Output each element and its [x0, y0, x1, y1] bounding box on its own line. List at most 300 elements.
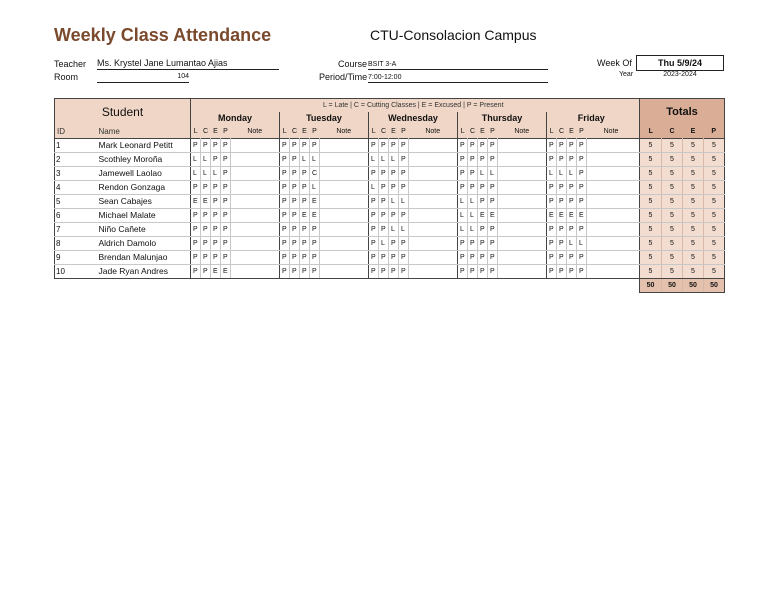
note-cell[interactable]: [320, 195, 369, 209]
total-cell: 5: [704, 265, 725, 279]
attendance-mark[interactable]: P: [201, 139, 211, 153]
note-cell[interactable]: [498, 181, 547, 195]
attendance-mark[interactable]: P: [211, 251, 221, 265]
course-field[interactable]: BSIT 3-A: [368, 58, 548, 70]
attendance-mark[interactable]: P: [280, 237, 290, 251]
attendance-mark[interactable]: P: [191, 209, 201, 223]
attendance-mark[interactable]: P: [567, 181, 577, 195]
attendance-mark[interactable]: P: [478, 265, 488, 279]
attendance-mark[interactable]: L: [577, 237, 587, 251]
attendance-mark[interactable]: P: [191, 181, 201, 195]
attendance-mark[interactable]: P: [567, 153, 577, 167]
total-cell: 5: [662, 139, 683, 153]
attendance-mark[interactable]: P: [369, 209, 379, 223]
note-cell[interactable]: [498, 167, 547, 181]
attendance-mark[interactable]: P: [547, 265, 557, 279]
grand-total-cell: 50: [683, 279, 704, 293]
grand-total-cell: 50: [704, 279, 725, 293]
attendance-mark[interactable]: L: [458, 209, 468, 223]
attendance-mark[interactable]: P: [211, 139, 221, 153]
attendance-mark[interactable]: P: [211, 237, 221, 251]
attendance-mark[interactable]: E: [191, 195, 201, 209]
note-cell[interactable]: [231, 139, 280, 153]
total-cell: 5: [662, 167, 683, 181]
note-cell[interactable]: [231, 209, 280, 223]
attendance-mark[interactable]: P: [547, 139, 557, 153]
attendance-mark[interactable]: P: [211, 181, 221, 195]
note-cell[interactable]: [231, 153, 280, 167]
attendance-mark[interactable]: P: [488, 265, 498, 279]
note-cell[interactable]: [320, 139, 369, 153]
note-cell[interactable]: [409, 223, 458, 237]
note-cell[interactable]: [320, 265, 369, 279]
attendance-mark[interactable]: P: [280, 265, 290, 279]
attendance-mark[interactable]: E: [547, 209, 557, 223]
attendance-mark[interactable]: P: [557, 181, 567, 195]
attendance-mark[interactable]: P: [300, 265, 310, 279]
note-cell[interactable]: [320, 223, 369, 237]
total-cell: 5: [704, 209, 725, 223]
attendance-mark[interactable]: P: [389, 139, 399, 153]
attendance-mark[interactable]: P: [557, 195, 567, 209]
note-cell[interactable]: [320, 209, 369, 223]
attendance-mark[interactable]: P: [399, 181, 409, 195]
attendance-mark[interactable]: L: [399, 223, 409, 237]
attendance-mark[interactable]: L: [478, 167, 488, 181]
attendance-mark[interactable]: P: [191, 265, 201, 279]
attendance-mark[interactable]: P: [389, 167, 399, 181]
total-cell: 5: [683, 265, 704, 279]
attendance-mark[interactable]: P: [468, 181, 478, 195]
attendance-mark[interactable]: P: [201, 265, 211, 279]
attendance-mark[interactable]: L: [310, 153, 320, 167]
total-cell: 5: [640, 223, 662, 237]
attendance-mark[interactable]: P: [310, 265, 320, 279]
attendance-mark[interactable]: P: [221, 237, 231, 251]
campus-name: CTU-Consolacion Campus: [370, 27, 537, 43]
attendance-mark[interactable]: P: [379, 181, 389, 195]
attendance-mark[interactable]: E: [577, 209, 587, 223]
note-cell[interactable]: [498, 251, 547, 265]
attendance-mark[interactable]: P: [379, 139, 389, 153]
attendance-mark[interactable]: P: [201, 209, 211, 223]
attendance-mark[interactable]: P: [399, 153, 409, 167]
attendance-mark[interactable]: P: [468, 265, 478, 279]
attendance-mark[interactable]: P: [557, 139, 567, 153]
attendance-mark[interactable]: L: [201, 167, 211, 181]
attendance-mark[interactable]: P: [577, 223, 587, 237]
note-cell[interactable]: [409, 209, 458, 223]
attendance-mark[interactable]: P: [577, 195, 587, 209]
note-cell[interactable]: [498, 223, 547, 237]
note-cell[interactable]: [409, 195, 458, 209]
attendance-mark[interactable]: P: [221, 195, 231, 209]
note-cell[interactable]: [498, 237, 547, 251]
note-cell[interactable]: [587, 195, 636, 209]
student-header: Student: [55, 99, 191, 126]
attendance-mark[interactable]: L: [468, 195, 478, 209]
attendance-mark[interactable]: L: [310, 181, 320, 195]
attendance-mark[interactable]: L: [458, 223, 468, 237]
note-cell[interactable]: [231, 265, 280, 279]
note-cell[interactable]: [409, 167, 458, 181]
attendance-table: [54, 98, 725, 293]
note-cell[interactable]: [409, 237, 458, 251]
note-cell[interactable]: [498, 153, 547, 167]
attendance-mark[interactable]: P: [478, 139, 488, 153]
attendance-mark[interactable]: P: [211, 195, 221, 209]
attendance-mark[interactable]: P: [488, 251, 498, 265]
note-cell[interactable]: [231, 167, 280, 181]
student-id: 4: [55, 181, 97, 195]
attendance-mark[interactable]: P: [379, 167, 389, 181]
attendance-mark[interactable]: P: [290, 237, 300, 251]
attendance-mark[interactable]: P: [488, 153, 498, 167]
attendance-mark[interactable]: P: [468, 251, 478, 265]
attendance-mark[interactable]: P: [369, 139, 379, 153]
attendance-mark[interactable]: P: [300, 251, 310, 265]
period-field[interactable]: 7:00-12:00: [368, 71, 548, 83]
attendance-mark[interactable]: P: [389, 251, 399, 265]
attendance-mark[interactable]: P: [488, 237, 498, 251]
attendance-mark[interactable]: P: [369, 251, 379, 265]
attendance-mark[interactable]: L: [389, 223, 399, 237]
year-field[interactable]: 2023-2024: [663, 71, 697, 78]
total-cell: 5: [704, 153, 725, 167]
attendance-mark[interactable]: P: [191, 223, 201, 237]
attendance-mark[interactable]: L: [547, 167, 557, 181]
table-row: [55, 209, 725, 223]
room-field[interactable]: 104: [97, 71, 189, 83]
note-cell[interactable]: [320, 167, 369, 181]
attendance-mark[interactable]: P: [557, 265, 567, 279]
attendance-mark[interactable]: P: [567, 265, 577, 279]
attendance-mark[interactable]: P: [577, 167, 587, 181]
attendance-mark[interactable]: L: [458, 195, 468, 209]
attendance-mark[interactable]: P: [557, 251, 567, 265]
attendance-mark[interactable]: L: [468, 209, 478, 223]
attendance-mark[interactable]: P: [280, 153, 290, 167]
code-header: P: [399, 125, 409, 139]
attendance-mark[interactable]: L: [488, 167, 498, 181]
attendance-mark[interactable]: P: [310, 237, 320, 251]
attendance-mark[interactable]: P: [290, 265, 300, 279]
code-header: L: [458, 125, 468, 139]
attendance-mark[interactable]: P: [458, 181, 468, 195]
attendance-mark[interactable]: P: [547, 195, 557, 209]
attendance-mark[interactable]: P: [567, 195, 577, 209]
attendance-mark[interactable]: P: [577, 139, 587, 153]
attendance-mark[interactable]: P: [547, 251, 557, 265]
attendance-mark[interactable]: P: [290, 167, 300, 181]
attendance-mark[interactable]: E: [557, 209, 567, 223]
attendance-mark[interactable]: P: [478, 195, 488, 209]
attendance-mark[interactable]: L: [379, 153, 389, 167]
attendance-mark[interactable]: P: [557, 223, 567, 237]
attendance-mark[interactable]: P: [191, 237, 201, 251]
attendance-mark[interactable]: P: [280, 223, 290, 237]
total-cell: 5: [640, 167, 662, 181]
attendance-mark[interactable]: P: [280, 181, 290, 195]
total-cell: 5: [640, 195, 662, 209]
attendance-mark[interactable]: P: [290, 209, 300, 223]
attendance-mark[interactable]: P: [488, 139, 498, 153]
attendance-mark[interactable]: L: [300, 153, 310, 167]
note-cell[interactable]: [231, 195, 280, 209]
attendance-mark[interactable]: P: [488, 181, 498, 195]
code-header: E: [300, 125, 310, 139]
attendance-mark[interactable]: E: [211, 265, 221, 279]
total-cell: 5: [640, 251, 662, 265]
attendance-mark[interactable]: P: [201, 251, 211, 265]
attendance-mark[interactable]: P: [221, 139, 231, 153]
attendance-mark[interactable]: P: [389, 209, 399, 223]
attendance-mark[interactable]: L: [369, 153, 379, 167]
attendance-mark[interactable]: P: [577, 153, 587, 167]
attendance-mark[interactable]: P: [399, 209, 409, 223]
attendance-mark[interactable]: P: [468, 139, 478, 153]
attendance-mark[interactable]: P: [310, 223, 320, 237]
attendance-mark[interactable]: P: [221, 167, 231, 181]
attendance-mark[interactable]: P: [221, 209, 231, 223]
total-cell: 5: [683, 181, 704, 195]
attendance-mark[interactable]: P: [369, 265, 379, 279]
attendance-mark[interactable]: L: [379, 237, 389, 251]
attendance-mark[interactable]: P: [369, 195, 379, 209]
attendance-mark[interactable]: P: [379, 209, 389, 223]
attendance-mark[interactable]: P: [191, 251, 201, 265]
note-cell[interactable]: [409, 181, 458, 195]
note-cell[interactable]: [409, 265, 458, 279]
total-cell: 5: [683, 153, 704, 167]
attendance-mark[interactable]: P: [557, 237, 567, 251]
attendance-mark[interactable]: P: [577, 251, 587, 265]
attendance-mark[interactable]: P: [290, 139, 300, 153]
note-cell[interactable]: [587, 139, 636, 153]
student-id: 7: [55, 223, 97, 237]
table-row: [55, 251, 725, 265]
attendance-mark[interactable]: P: [478, 153, 488, 167]
attendance-mark[interactable]: P: [201, 223, 211, 237]
attendance-mark[interactable]: P: [290, 195, 300, 209]
note-cell[interactable]: [587, 209, 636, 223]
total-cell: 5: [640, 237, 662, 251]
attendance-mark[interactable]: P: [191, 139, 201, 153]
teacher-field[interactable]: Ms. Krystel Jane Lumantao Ajias: [97, 58, 279, 70]
total-cell: 5: [683, 237, 704, 251]
note-cell[interactable]: [231, 251, 280, 265]
note-cell[interactable]: [587, 265, 636, 279]
attendance-mark[interactable]: P: [389, 181, 399, 195]
attendance-mark[interactable]: P: [547, 181, 557, 195]
attendance-mark[interactable]: P: [458, 251, 468, 265]
attendance-mark[interactable]: P: [300, 167, 310, 181]
table-row: [55, 153, 725, 167]
day-header-wednesday: Wednesday: [369, 112, 458, 125]
note-cell[interactable]: [320, 153, 369, 167]
attendance-mark[interactable]: P: [567, 223, 577, 237]
attendance-mark[interactable]: P: [300, 139, 310, 153]
attendance-mark[interactable]: L: [191, 167, 201, 181]
attendance-mark[interactable]: P: [399, 237, 409, 251]
attendance-mark[interactable]: P: [221, 251, 231, 265]
attendance-mark[interactable]: L: [389, 195, 399, 209]
attendance-mark[interactable]: P: [369, 237, 379, 251]
attendance-mark[interactable]: P: [567, 251, 577, 265]
attendance-mark[interactable]: P: [488, 195, 498, 209]
attendance-mark[interactable]: P: [379, 223, 389, 237]
attendance-mark[interactable]: P: [379, 265, 389, 279]
note-cell[interactable]: [231, 181, 280, 195]
attendance-mark[interactable]: P: [458, 153, 468, 167]
student-name: Jade Ryan Andres: [97, 265, 191, 279]
attendance-mark[interactable]: P: [290, 181, 300, 195]
attendance-mark[interactable]: P: [547, 237, 557, 251]
attendance-mark[interactable]: L: [389, 153, 399, 167]
attendance-mark[interactable]: P: [547, 153, 557, 167]
note-cell[interactable]: [498, 265, 547, 279]
attendance-mark[interactable]: P: [201, 181, 211, 195]
attendance-mark[interactable]: P: [577, 181, 587, 195]
attendance-mark[interactable]: P: [478, 181, 488, 195]
attendance-mark[interactable]: P: [389, 237, 399, 251]
attendance-mark[interactable]: P: [478, 223, 488, 237]
attendance-mark[interactable]: P: [280, 195, 290, 209]
note-cell[interactable]: [587, 153, 636, 167]
attendance-mark[interactable]: P: [290, 153, 300, 167]
total-cell: 5: [662, 195, 683, 209]
attendance-mark[interactable]: E: [201, 195, 211, 209]
attendance-mark[interactable]: P: [300, 237, 310, 251]
attendance-mark[interactable]: P: [577, 265, 587, 279]
attendance-mark[interactable]: P: [300, 195, 310, 209]
attendance-mark[interactable]: P: [468, 153, 478, 167]
note-cell[interactable]: [587, 181, 636, 195]
attendance-mark[interactable]: P: [547, 223, 557, 237]
attendance-mark[interactable]: P: [488, 223, 498, 237]
day-header-tuesday: Tuesday: [280, 112, 369, 125]
attendance-mark[interactable]: P: [221, 153, 231, 167]
attendance-mark[interactable]: P: [300, 181, 310, 195]
attendance-mark[interactable]: P: [201, 237, 211, 251]
attendance-mark[interactable]: P: [389, 265, 399, 279]
attendance-mark[interactable]: E: [300, 209, 310, 223]
attendance-mark[interactable]: P: [221, 181, 231, 195]
note-cell[interactable]: [320, 237, 369, 251]
attendance-mark[interactable]: P: [310, 139, 320, 153]
table-row: [55, 139, 725, 153]
attendance-mark[interactable]: P: [478, 251, 488, 265]
note-cell[interactable]: [231, 223, 280, 237]
attendance-mark[interactable]: L: [369, 181, 379, 195]
attendance-mark[interactable]: P: [468, 237, 478, 251]
note-cell[interactable]: [498, 209, 547, 223]
attendance-mark[interactable]: P: [399, 251, 409, 265]
attendance-mark[interactable]: E: [310, 209, 320, 223]
note-cell[interactable]: [320, 251, 369, 265]
student-id: 10: [55, 265, 97, 279]
note-cell[interactable]: [409, 251, 458, 265]
attendance-mark[interactable]: L: [567, 237, 577, 251]
attendance-mark[interactable]: P: [557, 153, 567, 167]
note-cell[interactable]: [587, 251, 636, 265]
attendance-mark[interactable]: P: [478, 237, 488, 251]
attendance-mark[interactable]: P: [369, 167, 379, 181]
attendance-mark[interactable]: P: [567, 139, 577, 153]
attendance-mark[interactable]: L: [211, 167, 221, 181]
grand-total-cell: 50: [662, 279, 683, 293]
attendance-mark[interactable]: E: [310, 195, 320, 209]
attendance-mark[interactable]: P: [379, 195, 389, 209]
note-cell[interactable]: [231, 237, 280, 251]
attendance-mark[interactable]: L: [468, 223, 478, 237]
attendance-mark[interactable]: L: [191, 153, 201, 167]
attendance-mark[interactable]: P: [280, 167, 290, 181]
code-header: C: [290, 125, 300, 139]
attendance-mark[interactable]: P: [290, 251, 300, 265]
name-column-header: Name: [97, 125, 191, 139]
attendance-mark[interactable]: P: [399, 139, 409, 153]
attendance-mark[interactable]: C: [310, 167, 320, 181]
note-cell[interactable]: [409, 139, 458, 153]
code-header: L: [369, 125, 379, 139]
attendance-mark[interactable]: P: [290, 223, 300, 237]
attendance-mark[interactable]: P: [458, 167, 468, 181]
note-cell[interactable]: [498, 139, 547, 153]
attendance-mark[interactable]: P: [458, 139, 468, 153]
attendance-mark[interactable]: P: [211, 223, 221, 237]
attendance-mark[interactable]: P: [280, 139, 290, 153]
attendance-mark[interactable]: L: [557, 167, 567, 181]
attendance-mark[interactable]: L: [567, 167, 577, 181]
code-header: P: [310, 125, 320, 139]
note-cell[interactable]: [320, 181, 369, 195]
attendance-mark[interactable]: P: [369, 223, 379, 237]
week-field[interactable]: Thu 5/9/24: [636, 55, 724, 71]
code-header: C: [468, 125, 478, 139]
attendance-mark[interactable]: P: [379, 251, 389, 265]
attendance-mark[interactable]: E: [478, 209, 488, 223]
attendance-mark[interactable]: P: [458, 265, 468, 279]
attendance-mark[interactable]: P: [399, 265, 409, 279]
attendance-mark[interactable]: P: [211, 209, 221, 223]
attendance-mark[interactable]: P: [221, 223, 231, 237]
attendance-mark[interactable]: E: [567, 209, 577, 223]
legend: L = Late | C = Cutting Classes | E = Excused | P = Present: [191, 99, 636, 113]
attendance-mark[interactable]: L: [201, 153, 211, 167]
note-cell[interactable]: [587, 237, 636, 251]
attendance-mark[interactable]: P: [310, 251, 320, 265]
attendance-mark[interactable]: P: [280, 209, 290, 223]
attendance-mark[interactable]: P: [280, 251, 290, 265]
attendance-mark[interactable]: P: [399, 167, 409, 181]
attendance-mark[interactable]: P: [300, 223, 310, 237]
attendance-mark[interactable]: P: [468, 167, 478, 181]
week-label: Week Of: [597, 58, 632, 68]
note-cell[interactable]: [587, 167, 636, 181]
total-cell: 5: [640, 265, 662, 279]
attendance-mark[interactable]: E: [221, 265, 231, 279]
attendance-mark[interactable]: E: [488, 209, 498, 223]
attendance-mark[interactable]: P: [211, 153, 221, 167]
note-cell[interactable]: [498, 195, 547, 209]
note-cell[interactable]: [409, 153, 458, 167]
total-cell: 5: [640, 181, 662, 195]
note-cell[interactable]: [587, 223, 636, 237]
total-cell: 5: [640, 153, 662, 167]
attendance-mark[interactable]: P: [458, 237, 468, 251]
attendance-mark[interactable]: L: [399, 195, 409, 209]
